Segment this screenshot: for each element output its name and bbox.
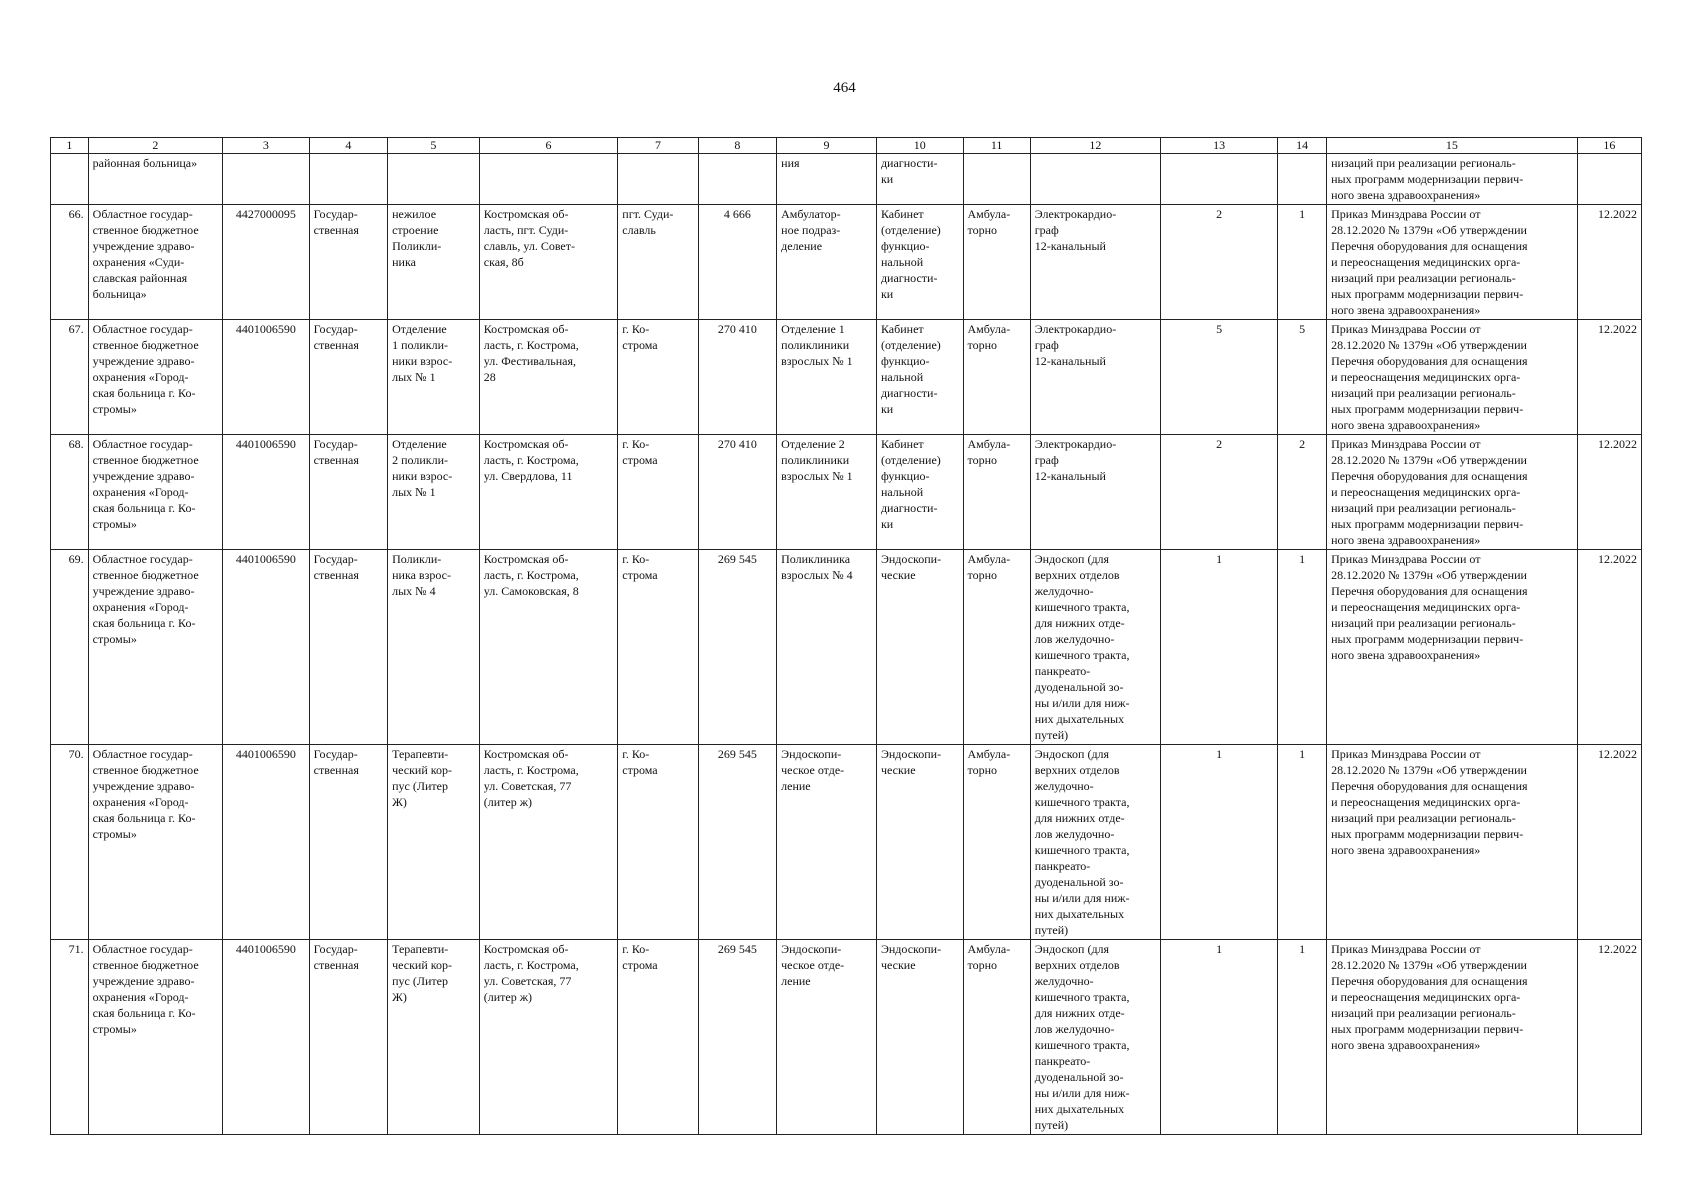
table-body: [51, 154, 1642, 1135]
table-row: [51, 550, 1642, 745]
cell-locality: г. Ко- строма: [618, 940, 698, 1135]
cell-number: 67.: [51, 320, 89, 435]
cell-basis: Приказ Минздрава России от 28.12.2020 № 1379н «Об утверждении Перечня оборудования для оснащения и переоснащения медицинских орга- низаций при реализации региональ- ных программ модернизации первич- ного звена здравоохранения»: [1327, 320, 1578, 435]
cell-locality: г. Ко- строма: [618, 435, 698, 550]
cell-address: Костромская об- ласть, г. Кострома, ул. Самоковская, 8: [479, 550, 618, 745]
column-number: 14: [1278, 138, 1327, 154]
cell-basis: Приказ Минздрава России от 28.12.2020 № 1379н «Об утверждении Перечня оборудования для оснащения и переоснащения медицинских орга- низаций при реализации региональ- ных программ модернизации первич- ного звена здравоохранения»: [1327, 940, 1578, 1135]
cell-address: Костромская об- ласть, пгт. Суди- славль, ул. Совет- ская, 8б: [479, 205, 618, 320]
cell-org: Областное государ- ственное бюджетное учреждение здраво- охранения «Город- ская больница г. Ко- стромы»: [88, 320, 222, 435]
cell-quantity: 2: [1161, 435, 1278, 550]
cell-quantity: 2: [1161, 205, 1278, 320]
cell: [388, 154, 480, 205]
cell-ownership: Государ- ственная: [309, 320, 387, 435]
cell-org: Областное государ- ственное бюджетное учреждение здраво- охранения «Город- ская больница г. Ко- стромы»: [88, 940, 222, 1135]
cell-building: Терапевти- ческий кор- пус (Литер Ж): [388, 745, 480, 940]
cell-equipment: Эндоскоп (для верхних отделов желудочно- кишечного тракта, для нижних отде- лов желудочно- кишечного тракта, панкреато- дуоденальной зо- ны и/или для ниж- них дыхательных путей): [1030, 550, 1160, 745]
cell-building: Поликли- ника взрос- лых № 4: [388, 550, 480, 745]
cell-basis: Приказ Минздрава России от 28.12.2020 № 1379н «Об утверждении Перечня оборудования для оснащения и переоснащения медицинских орга- низаций при реализации региональ- ных программ модернизации первич- ного звена здравоохранения»: [1327, 745, 1578, 940]
cell-number: 66.: [51, 205, 89, 320]
table-row: [51, 435, 1642, 550]
cell-division: Отделение 1 поликлиники взрослых № 1: [777, 320, 877, 435]
page-number: 464: [833, 80, 856, 96]
cell-care: Амбула- торно: [963, 320, 1030, 435]
column-number: 8: [698, 138, 776, 154]
cell-basis: Приказ Минздрава России от 28.12.2020 № 1379н «Об утверждении Перечня оборудования для оснащения и переоснащения медицинских орга- низаций при реализации региональ- ных программ модернизации первич- ного звена здравоохранения»: [1327, 435, 1578, 550]
equipment-table: [50, 137, 1642, 1135]
column-number: 4: [309, 138, 387, 154]
cell-inn: 4401006590: [223, 550, 310, 745]
column-number: 13: [1161, 138, 1278, 154]
cell: [618, 154, 698, 205]
cell-quantity-new: 1: [1278, 940, 1327, 1135]
cell-date: 12.2022: [1577, 940, 1641, 1135]
cell-care: Амбула- торно: [963, 205, 1030, 320]
cell-division: Отделение 2 поликлиники взрослых № 1: [777, 435, 877, 550]
cell: [1577, 154, 1641, 205]
cell-division: Поликлиника взрослых № 4: [777, 550, 877, 745]
column-number: 2: [88, 138, 222, 154]
column-number: 16: [1577, 138, 1641, 154]
cell-care: Амбула- торно: [963, 550, 1030, 745]
column-number-row: [51, 138, 1642, 154]
cell-quantity-new: 2: [1278, 435, 1327, 550]
cell-cabinet: Кабинет (отделение) функцио- нальной диагности- ки: [876, 320, 963, 435]
cell-division: Эндоскопи- ческое отде- ление: [777, 940, 877, 1135]
cell-population: 269 545: [698, 745, 776, 940]
cell-org: Областное государ- ственное бюджетное учреждение здраво- охранения «Суди- славская районная больница»: [88, 205, 222, 320]
column-number: 9: [777, 138, 877, 154]
cell-division: Амбулатор- ное подраз- деление: [777, 205, 877, 320]
cell-address: Костромская об- ласть, г. Кострома, ул. Фестивальная, 28: [479, 320, 618, 435]
column-number: 7: [618, 138, 698, 154]
cell-equipment: Электрокардио- граф 12-канальный: [1030, 320, 1160, 435]
cell-quantity-new: 1: [1278, 550, 1327, 745]
cell-basis: низаций при реализации региональ- ных программ модернизации первич- ного звена здравоохранения»: [1327, 154, 1578, 205]
cell-locality: г. Ко- строма: [618, 320, 698, 435]
cell: [51, 154, 89, 205]
column-number: 6: [479, 138, 618, 154]
cell-quantity-new: 1: [1278, 745, 1327, 940]
cell-inn: 4401006590: [223, 435, 310, 550]
cell-cabinet: диагности- ки: [876, 154, 963, 205]
cell-population: 4 666: [698, 205, 776, 320]
cell-basis: Приказ Минздрава России от 28.12.2020 № 1379н «Об утверждении Перечня оборудования для оснащения и переоснащения медицинских орга- низаций при реализации региональ- ных программ модернизации первич- ного звена здравоохранения»: [1327, 550, 1578, 745]
cell-ownership: Государ- ственная: [309, 205, 387, 320]
cell-date: 12.2022: [1577, 320, 1641, 435]
cell-equipment: Электрокардио- граф 12-канальный: [1030, 205, 1160, 320]
cell-population: 270 410: [698, 435, 776, 550]
cell-quantity: 5: [1161, 320, 1278, 435]
cell-date: 12.2022: [1577, 435, 1641, 550]
cell-address: Костромская об- ласть, г. Кострома, ул. Советская, 77 (литер ж): [479, 745, 618, 940]
column-number: 10: [876, 138, 963, 154]
cell-care: Амбула- торно: [963, 940, 1030, 1135]
column-number: 3: [223, 138, 310, 154]
cell-cabinet: Эндоскопи- ческие: [876, 745, 963, 940]
cell-quantity: 1: [1161, 745, 1278, 940]
cell: [1278, 154, 1327, 205]
cell-care: Амбула- торно: [963, 745, 1030, 940]
column-number: 11: [963, 138, 1030, 154]
cell-date: 12.2022: [1577, 745, 1641, 940]
cell-division: ния: [777, 154, 877, 205]
cell-population: 270 410: [698, 320, 776, 435]
cell: [479, 154, 618, 205]
cell-building: Отделение 1 поликли- ники взрос- лых № 1: [388, 320, 480, 435]
column-number: 15: [1327, 138, 1578, 154]
cell-org: Областное государ- ственное бюджетное учреждение здраво- охранения «Город- ская больница г. Ко- стромы»: [88, 550, 222, 745]
cell-number: 70.: [51, 745, 89, 940]
cell-address: Костромская об- ласть, г. Кострома, ул. Свердлова, 11: [479, 435, 618, 550]
cell-cabinet: Эндоскопи- ческие: [876, 940, 963, 1135]
cell-date: 12.2022: [1577, 205, 1641, 320]
column-number: 5: [388, 138, 480, 154]
continuation-row: [51, 154, 1642, 205]
cell-population: 269 545: [698, 550, 776, 745]
cell-inn: 4401006590: [223, 940, 310, 1135]
cell-basis: Приказ Минздрава России от 28.12.2020 № 1379н «Об утверждении Перечня оборудования для оснащения и переоснащения медицинских орга- низаций при реализации региональ- ных программ модернизации первич- ного звена здравоохранения»: [1327, 205, 1578, 320]
table-row: [51, 320, 1642, 435]
cell-building: нежилое строение Поликли- ника: [388, 205, 480, 320]
cell-population: 269 545: [698, 940, 776, 1135]
cell-address: Костромская об- ласть, г. Кострома, ул. Советская, 77 (литер ж): [479, 940, 618, 1135]
cell-number: 69.: [51, 550, 89, 745]
cell-equipment: Электрокардио- граф 12-канальный: [1030, 435, 1160, 550]
cell-equipment: Эндоскоп (для верхних отделов желудочно- кишечного тракта, для нижних отде- лов желудочно- кишечного тракта, панкреато- дуоденальной зо- ны и/или для ниж- них дыхательных путей): [1030, 745, 1160, 940]
cell-inn: 4427000095: [223, 205, 310, 320]
cell-division: Эндоскопи- ческое отде- ление: [777, 745, 877, 940]
table-row: [51, 745, 1642, 940]
cell-locality: пгт. Суди- славль: [618, 205, 698, 320]
cell: [309, 154, 387, 205]
cell: [223, 154, 310, 205]
table-row: [51, 205, 1642, 320]
cell-equipment: Эндоскоп (для верхних отделов желудочно- кишечного тракта, для нижних отде- лов желудочно- кишечного тракта, панкреато- дуоденальной зо- ны и/или для ниж- них дыхательных путей): [1030, 940, 1160, 1135]
cell-number: 71.: [51, 940, 89, 1135]
column-number: 12: [1030, 138, 1160, 154]
column-number: 1: [51, 138, 89, 154]
cell: [698, 154, 776, 205]
cell-number: 68.: [51, 435, 89, 550]
cell-org: Областное государ- ственное бюджетное учреждение здраво- охранения «Город- ская больница г. Ко- стромы»: [88, 435, 222, 550]
cell-inn: 4401006590: [223, 320, 310, 435]
cell-ownership: Государ- ственная: [309, 940, 387, 1135]
cell-care: Амбула- торно: [963, 435, 1030, 550]
cell-quantity: 1: [1161, 940, 1278, 1135]
cell: [963, 154, 1030, 205]
cell-ownership: Государ- ственная: [309, 435, 387, 550]
cell-org: районная больница»: [88, 154, 222, 205]
cell: [1030, 154, 1160, 205]
cell-quantity: 1: [1161, 550, 1278, 745]
cell-date: 12.2022: [1577, 550, 1641, 745]
cell-org: Областное государ- ственное бюджетное учреждение здраво- охранения «Город- ская больница г. Ко- стромы»: [88, 745, 222, 940]
cell-cabinet: Кабинет (отделение) функцио- нальной диагности- ки: [876, 435, 963, 550]
cell-cabinet: Кабинет (отделение) функцио- нальной диагности- ки: [876, 205, 963, 320]
cell-cabinet: Эндоскопи- ческие: [876, 550, 963, 745]
table-row: [51, 940, 1642, 1135]
cell-locality: г. Ко- строма: [618, 745, 698, 940]
cell-ownership: Государ- ственная: [309, 745, 387, 940]
cell-quantity-new: 1: [1278, 205, 1327, 320]
cell-building: Отделение 2 поликли- ники взрос- лых № 1: [388, 435, 480, 550]
cell-locality: г. Ко- строма: [618, 550, 698, 745]
cell-inn: 4401006590: [223, 745, 310, 940]
cell-building: Терапевти- ческий кор- пус (Литер Ж): [388, 940, 480, 1135]
cell-quantity-new: 5: [1278, 320, 1327, 435]
cell-ownership: Государ- ственная: [309, 550, 387, 745]
cell: [1161, 154, 1278, 205]
